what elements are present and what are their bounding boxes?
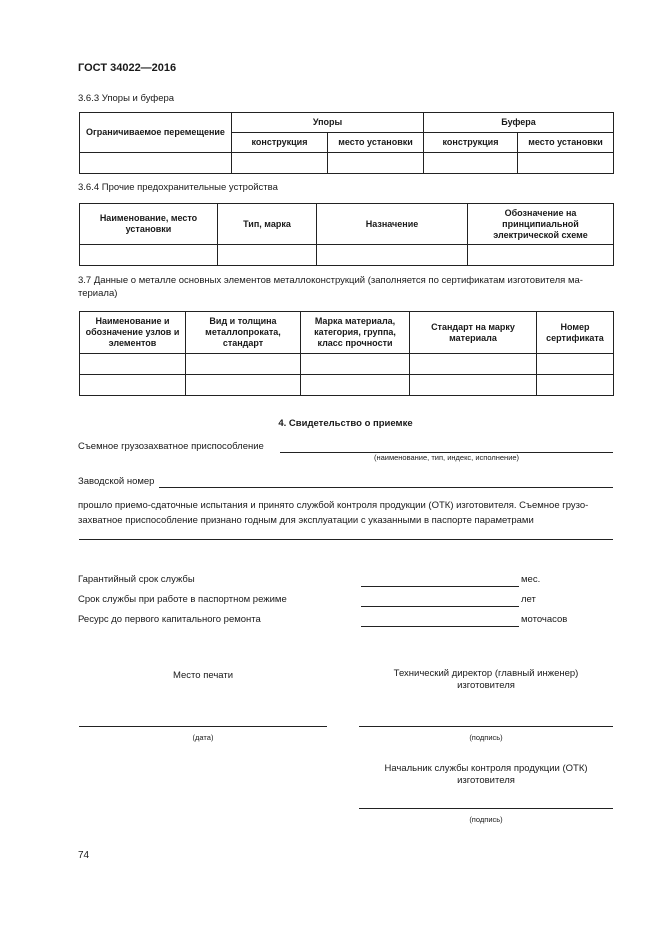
col-type: Тип, марка	[218, 204, 317, 245]
section-3-6-3-title: 3.6.3 Упоры и буфера	[78, 93, 175, 104]
sub-construction: конструкция	[424, 133, 518, 153]
section-4-title: 4. Свидетельство о приемке	[278, 418, 413, 429]
device-hint: (наименование, тип, индекс, исполнение)	[373, 453, 520, 462]
col-grade: Марка материала, категория, группа, класс прочности	[301, 312, 410, 354]
col-stops: Упоры	[232, 113, 424, 133]
page-number: 74	[78, 850, 90, 861]
section-3-7-title-line2: териала)	[78, 288, 118, 299]
otk-signature-line	[359, 808, 613, 809]
tech-director	[359, 668, 613, 692]
service-label: Срок службы при работе в паспортном режиме	[78, 594, 287, 605]
col-limit: Ограничиваемое перемещение	[80, 113, 232, 153]
col-cert: Номер сертификата	[537, 312, 614, 354]
resource-unit: моточасов	[521, 614, 568, 625]
col-nodes: Наименование и обозначение узлов и элементов	[80, 312, 186, 354]
acceptance-text	[78, 498, 613, 528]
service-line	[361, 606, 519, 607]
tech-director-line2: изготовителя	[457, 680, 515, 691]
serial-label: Заводской номер	[78, 476, 155, 487]
date-hint: (дата)	[192, 733, 214, 742]
col-kind: Вид и толщина металлопроката, стандарт	[186, 312, 301, 354]
metal-data-table	[79, 311, 614, 396]
device-label: Съемное грузозахватное приспособление	[78, 441, 264, 452]
section-3-6-4-title: 3.6.4 Прочие предохранительные устройства	[78, 182, 278, 193]
warranty-label: Гарантийный срок службы	[78, 574, 195, 585]
sub-place: место установки	[328, 133, 424, 153]
otk-chief-line1: Начальник службы контроля продукции (ОТК)	[384, 763, 588, 774]
warranty-line	[361, 586, 519, 587]
otk-chief	[359, 763, 613, 787]
signature-line	[359, 726, 613, 727]
stamp-place: Место печати	[172, 670, 233, 681]
acceptance-text-line2: захватное приспособление признано годным для эксплуатации с указанными в паспорте параметрами	[78, 515, 534, 526]
acceptance-text-line1: прошло приемо-сдаточные испытания и принято службой контроля продукции (ОТК) изготовителя. Съемное грузо-	[78, 500, 589, 511]
col-standard: Стандарт на марку материала	[410, 312, 537, 354]
otk-chief-line2: изготовителя	[457, 775, 515, 786]
serial-line	[159, 487, 613, 488]
warranty-unit: мес.	[521, 574, 541, 585]
date-line	[79, 726, 327, 727]
table-row	[80, 153, 614, 174]
col-name: Наименование, место установки	[80, 204, 218, 245]
table-row	[80, 245, 614, 266]
sub-construction: конструкция	[232, 133, 328, 153]
acceptance-line	[79, 539, 613, 540]
table-row	[80, 354, 614, 375]
otk-signature-hint: (подпись)	[469, 815, 503, 824]
stops-buffers-table	[79, 112, 614, 174]
table-row	[80, 375, 614, 396]
section-3-7-title-line1: 3.7 Данные о металле основных элементов металлоконструкций (заполняется по сертификатам изготовителя ма-	[78, 275, 583, 286]
document-header: ГОСТ 34022—2016	[78, 62, 177, 74]
col-purpose: Назначение	[317, 204, 468, 245]
col-designation: Обозначение на принципиальной электрической схеме	[468, 204, 614, 245]
tech-director-line1: Технический директор (главный инженер)	[393, 668, 579, 679]
signature-hint: (подпись)	[469, 733, 503, 742]
sub-place: место установки	[518, 133, 614, 153]
resource-line	[361, 626, 519, 627]
safety-devices-table	[79, 203, 614, 266]
col-buffers: Буфера	[424, 113, 614, 133]
section-3-7-title	[78, 274, 613, 300]
service-unit: лет	[521, 594, 536, 605]
resource-label: Ресурс до первого капитального ремонта	[78, 614, 261, 625]
